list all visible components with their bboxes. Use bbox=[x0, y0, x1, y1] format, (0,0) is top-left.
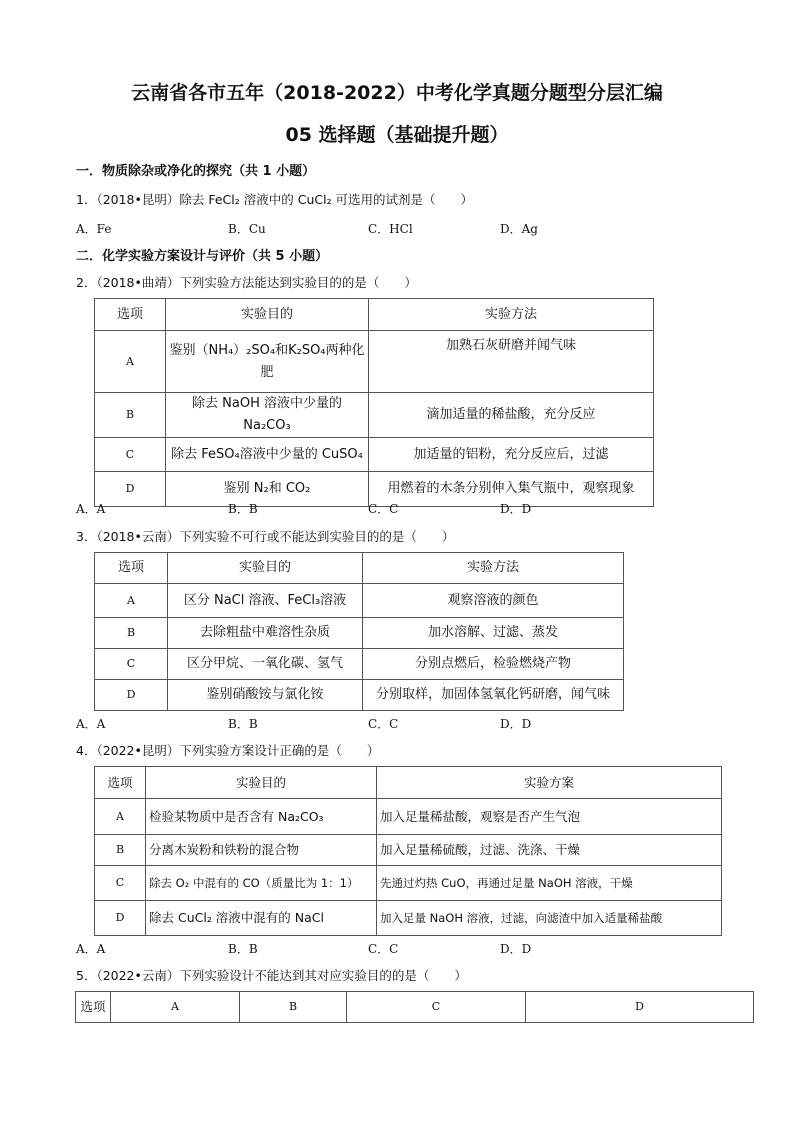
table-header-cell: 实验目的 bbox=[146, 767, 377, 799]
table-header-row bbox=[76, 992, 754, 1023]
row-purpose: 鉴别 N₂和 CO₂ bbox=[166, 472, 369, 507]
row-option: C bbox=[95, 866, 146, 901]
table-row bbox=[95, 901, 722, 936]
row-method: 观察溶液的颜色 bbox=[363, 584, 624, 618]
question-1-option-d: D．Ag bbox=[500, 222, 538, 236]
section-heading-2: 二．化学实验方案设计与评价（共 5 小题） bbox=[76, 249, 329, 264]
question-5-stem: 5．（2022•云南）下列实验设计不能达到其对应实验目的的是（ ） bbox=[76, 968, 467, 983]
table-header-cell: 实验目的 bbox=[166, 299, 369, 331]
row-purpose: 鉴别（NH₄）₂SO₄和K₂SO₄两种化肥 bbox=[166, 331, 369, 393]
row-option: B bbox=[95, 618, 168, 649]
row-method: 加水溶解、过滤、蒸发 bbox=[363, 618, 624, 649]
row-option: D bbox=[95, 680, 168, 711]
table-header-cell: 实验方案 bbox=[377, 767, 722, 799]
table-header-row bbox=[95, 299, 654, 331]
row-method: 加适量的铝粉，充分反应后，过滤 bbox=[369, 438, 654, 472]
table-row bbox=[95, 680, 624, 711]
table-header-cell: 实验方法 bbox=[363, 553, 624, 584]
question-1-option-a: A．Fe bbox=[76, 222, 112, 236]
row-option: B bbox=[95, 393, 166, 438]
question-3-stem: 3．（2018•云南）下列实验不可行或不能达到实验目的的是（ ） bbox=[76, 529, 455, 544]
row-option: D bbox=[95, 901, 146, 936]
question-5-table bbox=[75, 991, 754, 1023]
table-row bbox=[95, 799, 722, 835]
question-4-option-a: A．A bbox=[76, 942, 106, 956]
question-4-stem: 4．（2022•昆明）下列实验方案设计正确的是（ ） bbox=[76, 743, 380, 758]
question-4-option-d: D．D bbox=[500, 942, 532, 956]
question-2-option-c: C．C bbox=[368, 502, 399, 516]
row-purpose: 区分甲烷、一氧化碳、氢气 bbox=[168, 649, 363, 680]
question-3-option-d: D．D bbox=[500, 717, 532, 731]
table-row bbox=[95, 618, 624, 649]
row-method: 先通过灼热 CuO，再通过足量 NaOH 溶液，干燥 bbox=[377, 866, 722, 901]
row-purpose: 分离木炭粉和铁粉的混合物 bbox=[146, 835, 377, 866]
row-method: 加入足量 NaOH 溶液，过滤，向滤渣中加入适量稀盐酸 bbox=[377, 901, 722, 936]
row-method: 分别点燃后，检验燃烧产物 bbox=[363, 649, 624, 680]
table-header-row bbox=[95, 767, 722, 799]
table-header-cell: 选项 bbox=[76, 992, 111, 1023]
row-purpose: 除去 NaOH 溶液中少量的 Na₂CO₃ bbox=[166, 393, 369, 438]
question-4-option-c: C．C bbox=[368, 942, 399, 956]
row-purpose: 除去 O₂ 中混有的 CO（质量比为 1：1） bbox=[146, 866, 377, 901]
table-header-row bbox=[95, 553, 624, 584]
question-2-option-d: D．D bbox=[500, 502, 532, 516]
table-header-cell: 实验目的 bbox=[168, 553, 363, 584]
question-3-option-c: C．C bbox=[368, 717, 399, 731]
table-header-cell: A bbox=[111, 992, 240, 1023]
question-4-option-b: B．B bbox=[228, 942, 258, 956]
question-3-option-a: A．A bbox=[76, 717, 106, 731]
table-header-cell: D bbox=[526, 992, 754, 1023]
question-1-option-c: C．HCl bbox=[368, 222, 413, 236]
table-header-cell: 选项 bbox=[95, 767, 146, 799]
table-row bbox=[95, 584, 624, 618]
row-purpose: 去除粗盐中难溶性杂质 bbox=[168, 618, 363, 649]
table-row bbox=[95, 438, 654, 472]
table-header-cell: 选项 bbox=[95, 553, 168, 584]
row-method: 加熟石灰研磨并闻气味 bbox=[369, 331, 654, 393]
row-method: 分别取样，加固体氢氧化钙研磨，闻气味 bbox=[363, 680, 624, 711]
table-row bbox=[95, 835, 722, 866]
question-3-table bbox=[94, 552, 624, 711]
question-3-option-b: B．B bbox=[228, 717, 258, 731]
table-row bbox=[95, 331, 654, 393]
row-option: B bbox=[95, 835, 146, 866]
question-2-table bbox=[94, 298, 654, 507]
row-option: C bbox=[95, 438, 166, 472]
row-option: C bbox=[95, 649, 168, 680]
section-heading-1: 一．物质除杂或净化的探究（共 1 小题） bbox=[76, 164, 316, 179]
row-purpose: 除去 CuCl₂ 溶液中混有的 NaCl bbox=[146, 901, 377, 936]
row-option: D bbox=[95, 472, 166, 507]
row-option: A bbox=[95, 331, 166, 393]
table-row bbox=[95, 393, 654, 438]
question-1-option-b: B．Cu bbox=[228, 222, 266, 236]
question-2-stem: 2．（2018•曲靖）下列实验方法能达到实验目的的是（ ） bbox=[76, 275, 417, 290]
row-option: A bbox=[95, 584, 168, 618]
table-row bbox=[95, 649, 624, 680]
table-row bbox=[95, 866, 722, 901]
table-header-cell: 实验方法 bbox=[369, 299, 654, 331]
row-method: 加入足量稀盐酸，观察是否产生气泡 bbox=[377, 799, 722, 835]
document-subtitle: 05 选择题（基础提升题） bbox=[285, 124, 509, 146]
row-purpose: 区分 NaCl 溶液、FeCl₃溶液 bbox=[168, 584, 363, 618]
row-method: 滴加适量的稀盐酸，充分反应 bbox=[369, 393, 654, 438]
question-4-table bbox=[94, 766, 722, 936]
row-method: 加入足量稀硫酸，过滤、洗涤、干燥 bbox=[377, 835, 722, 866]
row-method: 用燃着的木条分别伸入集气瓶中，观察现象 bbox=[369, 472, 654, 507]
row-purpose: 除去 FeSO₄溶液中少量的 CuSO₄ bbox=[166, 438, 369, 472]
document-title: 云南省各市五年（2018-2022）中考化学真题分题型分层汇编 bbox=[131, 82, 663, 104]
question-2-option-b: B．B bbox=[228, 502, 258, 516]
question-2-option-a: A．A bbox=[76, 502, 106, 516]
table-header-cell: B bbox=[240, 992, 347, 1023]
question-1-stem: 1．（2018•昆明）除去 FeCl₂ 溶液中的 CuCl₂ 可选用的试剂是（ ） bbox=[76, 192, 474, 207]
row-purpose: 鉴别硝酸铵与氯化铵 bbox=[168, 680, 363, 711]
row-purpose: 检验某物质中是否含有 Na₂CO₃ bbox=[146, 799, 377, 835]
table-header-cell: 选项 bbox=[95, 299, 166, 331]
row-option: A bbox=[95, 799, 146, 835]
table-header-cell: C bbox=[347, 992, 526, 1023]
